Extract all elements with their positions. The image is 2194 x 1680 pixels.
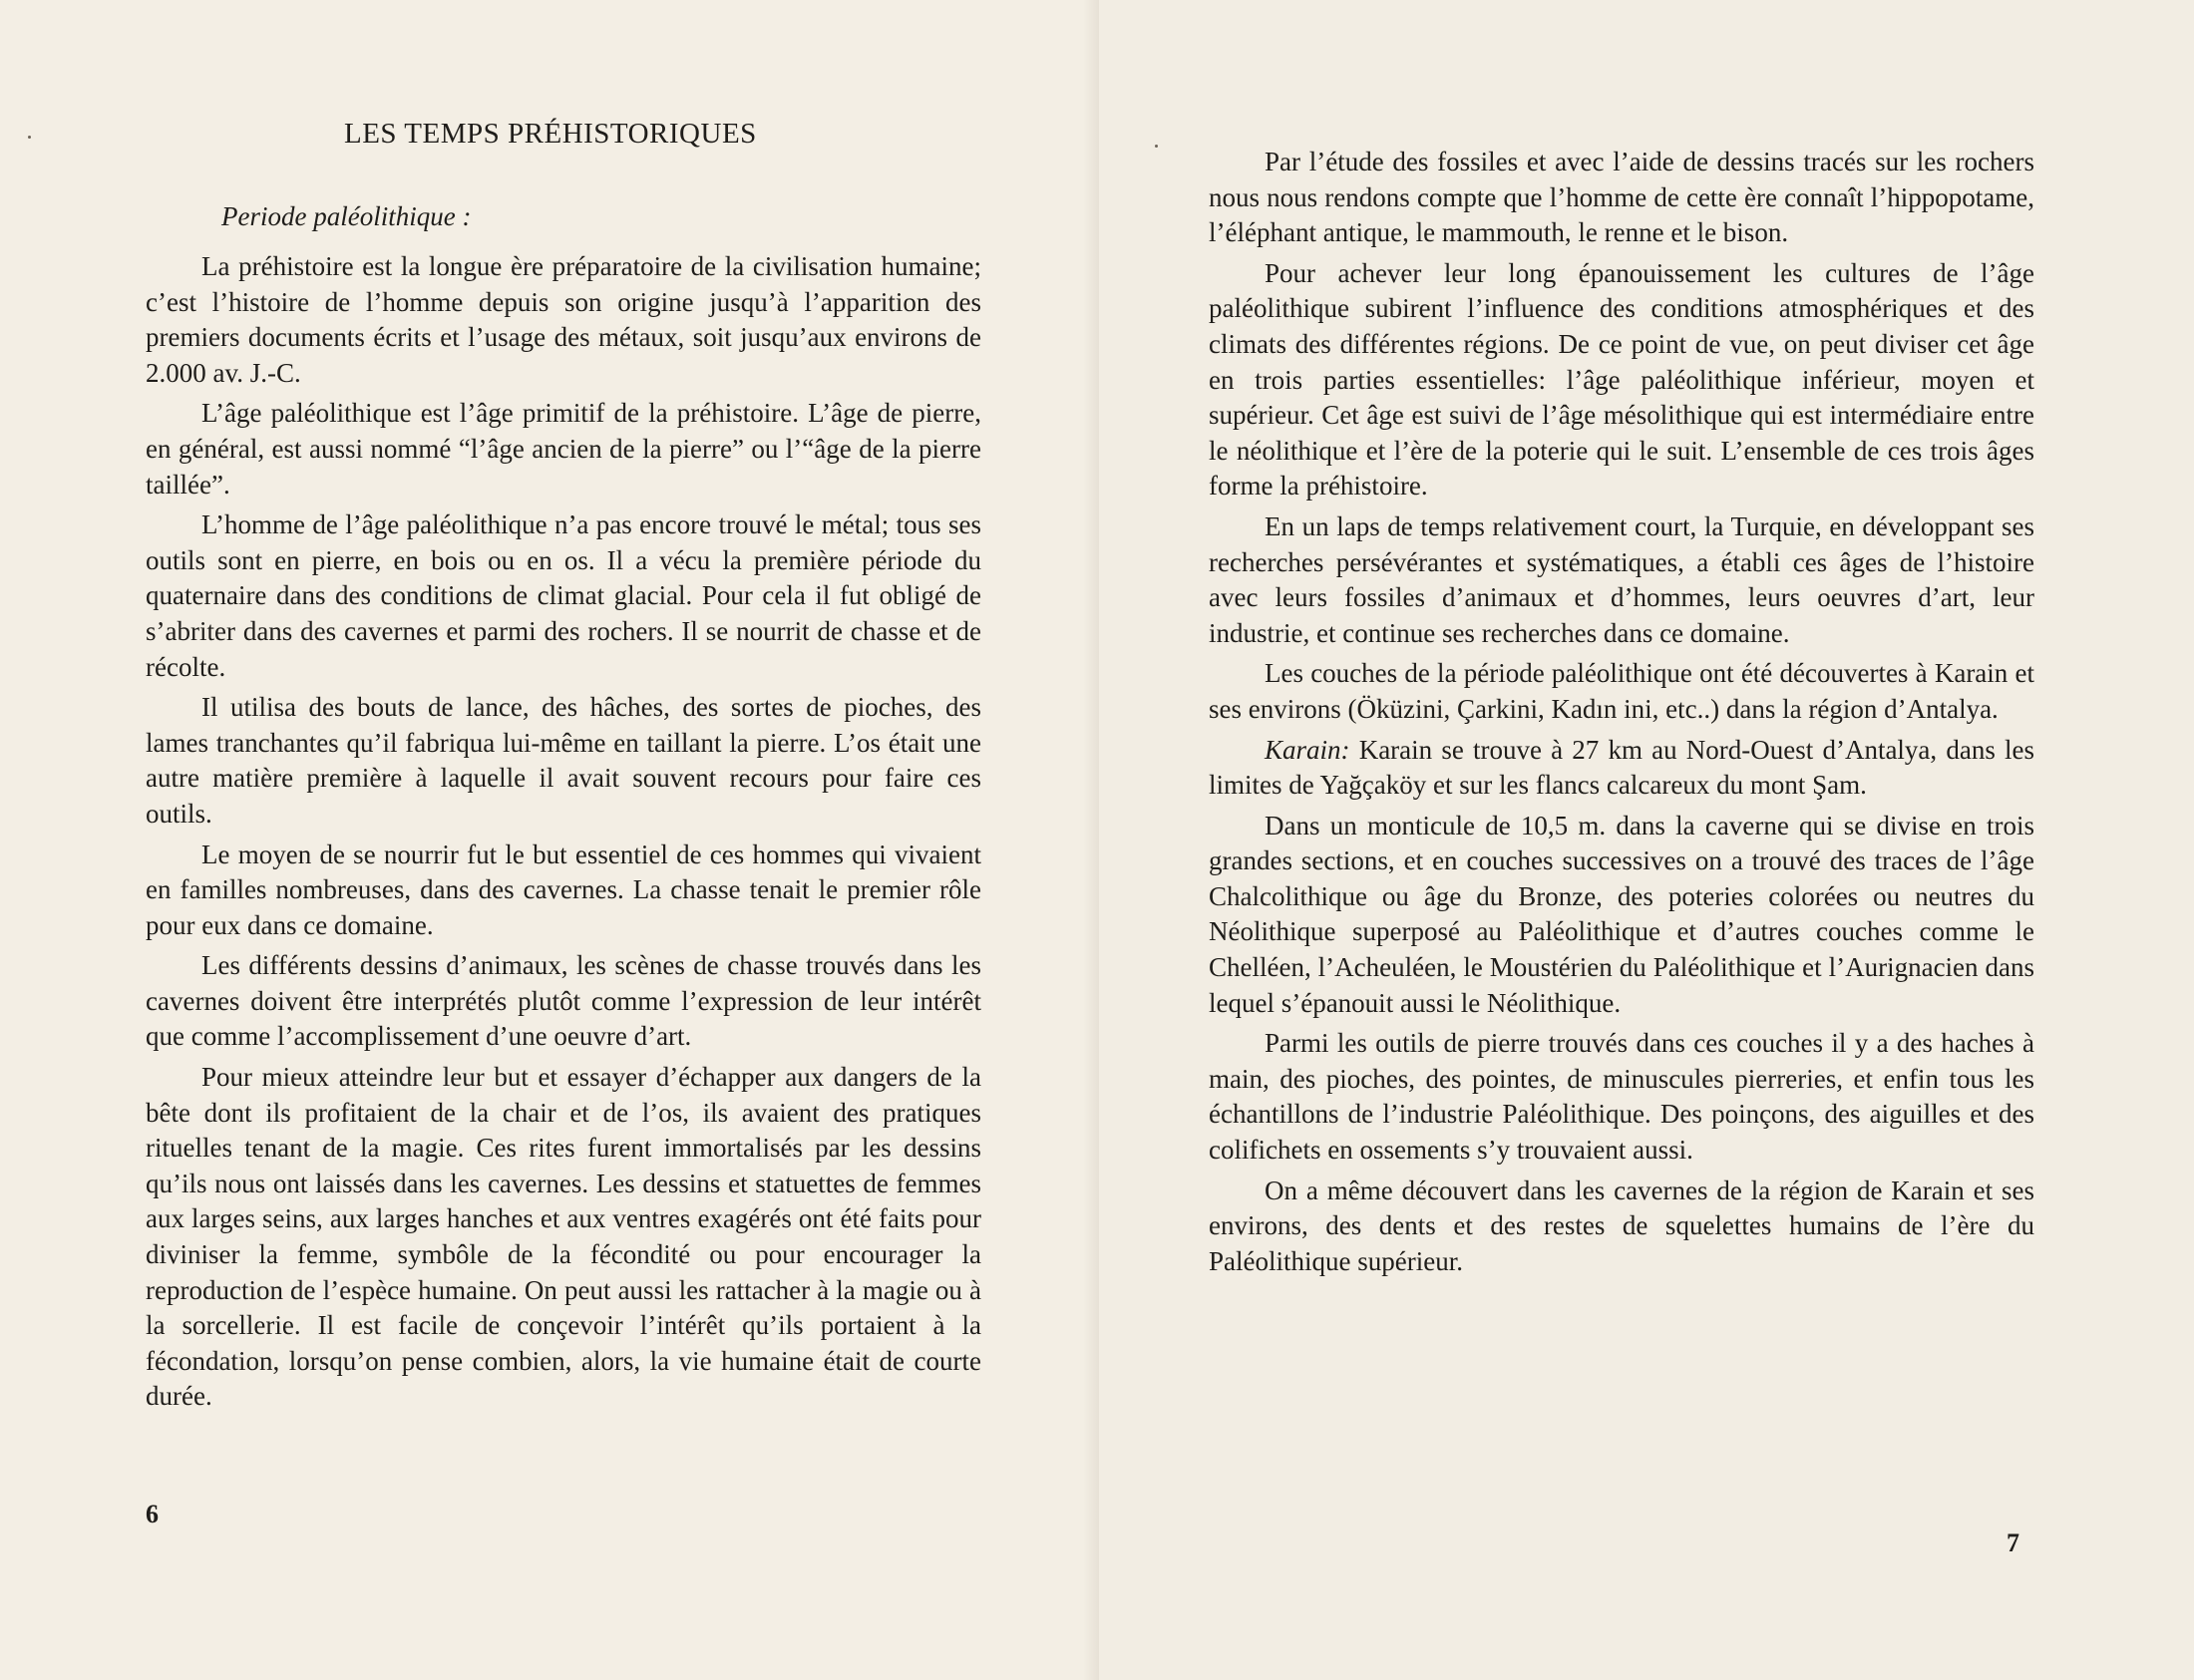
paragraph: Pour achever leur long épanouissement les cultures de l’âge paléolithique subirent l’influence des conditions atmosphériques et des climats des différentes régions. De ce point de vue, on peut diviser cet âge en trois parties essentielles: l’âge paléolithique inférieur, moyen et supérieur. Cet âge est suivi de l’âge mésolithique qui est intermédiaire entre le néolithique et l’ère de la poterie qui le suit. L’ensemble de ces trois âges forme la préhistoire. (1209, 257, 2034, 502)
paragraph: Les différents dessins d’animaux, les scènes de chasse trouvés dans les cavernes doivent être interprétés plutôt comme l’expression de leur intérêt que comme l’accomplissement d’une oeuvre d’art. (146, 950, 981, 1052)
paragraph: Les couches de la période paléolithique ont été découvertes à Karain et ses environs (Öküzini, Çarkini, Kadın ini, etc..) dans la région d’Antalya. (1209, 658, 2034, 724)
chapter-title: LES TEMPS PRÉHISTORIQUES (344, 118, 757, 150)
page-number-left: 6 (146, 1500, 159, 1528)
paragraph: En un laps de temps relativement court, la Turquie, en développant ses recherches persévérantes et systématiques, a établi ces âges de l’histoire avec leurs fossiles d’animaux et d’hommes, leurs oeuvres d’art, leur industrie, et continue ses recherches dans ce domaine. (1209, 510, 2034, 648)
paper-speck (28, 136, 31, 139)
paragraph-karain (1209, 733, 2034, 804)
paragraph: Il utilisa des bouts de lance, des hâches, des sortes de pioches, des lames tranchantes qu’il fabriqua lui-même en taillant la pierre. L’os était une autre matière première à laquelle il avait souvent recours pour faire ces outils. (146, 692, 981, 829)
karain-label: Karain: (1265, 734, 1350, 765)
paragraph: Parmi les outils de pierre trouvés dans ces couches il y a des haches à main, des pioches, des pointes, de minuscules pierreries, et enfin tous les échantillons de l’industrie Paléolithique. Des poinçons, des aiguilles et des colifichets en ossements s’y trouvaient aussi. (1209, 1028, 2034, 1166)
paragraph: Dans un monticule de 10,5 m. dans la caverne qui se divise en trois grandes sections, et en couches successives on a trouvé des traces de l’âge Chalcolithique ou âge du Bronze, des poteries colorées ou neutres du Néolithique superposé au Paléolithique et d’autres couches comme le Chelléen, l’Acheuléen, le Moustérien du Paléolithique et l’Aurignacien dans lequel s’épanouit aussi le Néolithique. (1209, 810, 2034, 1018)
paragraph: Le moyen de se nourrir fut le but essentiel de ces hommes qui vivaient en familles nombreuses, dans des cavernes. La chasse tenait le premier rôle pour eux dans ce domaine. (146, 839, 981, 940)
paragraph: L’homme de l’âge paléolithique n’a pas encore trouvé le métal; tous ses outils sont en pierre, en bois ou en os. Il a vécu la première période du quaternaire dans des conditions de climat glacial. Pour cela il fut obligé de s’abriter dans des cavernes et parmi des rochers. Il se nourrit de chasse et de récolte. (146, 509, 981, 682)
paragraph: La préhistoire est la longue ère préparatoire de la civilisation humaine; c’est l’histoire de l’homme depuis son origine jusqu’à l’apparition des premiers documents écrits et l’usage des métaux, soit jusqu’aux environs de 2.000 av. J.-C. (146, 251, 981, 388)
page-number-right: 7 (2007, 1528, 2019, 1557)
karain-text: Karain se trouve à 27 km au Nord-Ouest d’Antalya, dans les limites de Yağçaköy et sur les flancs calcareux du mont Şam. (1209, 734, 2034, 801)
right-text-column (1209, 145, 2034, 1279)
paper-speck (1155, 145, 1158, 148)
paragraph: L’âge paléolithique est l’âge primitif de la préhistoire. L’âge de pierre, en général, est aussi nommé “l’âge ancien de la pierre” ou l’“âge de la pierre taillée”. (146, 398, 981, 500)
paragraph: Par l’étude des fossiles et avec l’aide de dessins tracés sur les rochers nous nous rendons compte que l’homme de cette ère connaît l’hippopotame, l’éléphant antique, le mammouth, le renne et le bison. (1209, 147, 2034, 248)
left-text-column (146, 249, 981, 1415)
paragraph: On a même découvert dans les cavernes de la région de Karain et ses environs, des dents et des restes de squelettes humains de l’ère du Paléolithique supérieur. (1209, 1175, 2034, 1276)
section-subtitle: Periode paléolithique : (221, 201, 472, 231)
paragraph: Pour mieux atteindre leur but et essayer d’échapper aux dangers de la bête dont ils profitaient de la chair et de l’os, ils avaient des pratiques rituelles tenant de la magie. Ces rites furent immortalisés par les dessins qu’ils nous ont laissés dans les cavernes. Les dessins et statuettes de femmes aux larges seins, aux larges hanches et aux ventres exagérés ont été faits pour diviniser la femme, symbôle de la fécondité ou pour encourager la reproduction de l’espèce humaine. On peut aussi les rattacher à la magie ou à la sorcellerie. Il est facile de conçevoir l’intérêt qu’ils portaient à la fécondation, lorsqu’on pense combien, alors, la vie humaine était de courte durée. (146, 1062, 981, 1412)
